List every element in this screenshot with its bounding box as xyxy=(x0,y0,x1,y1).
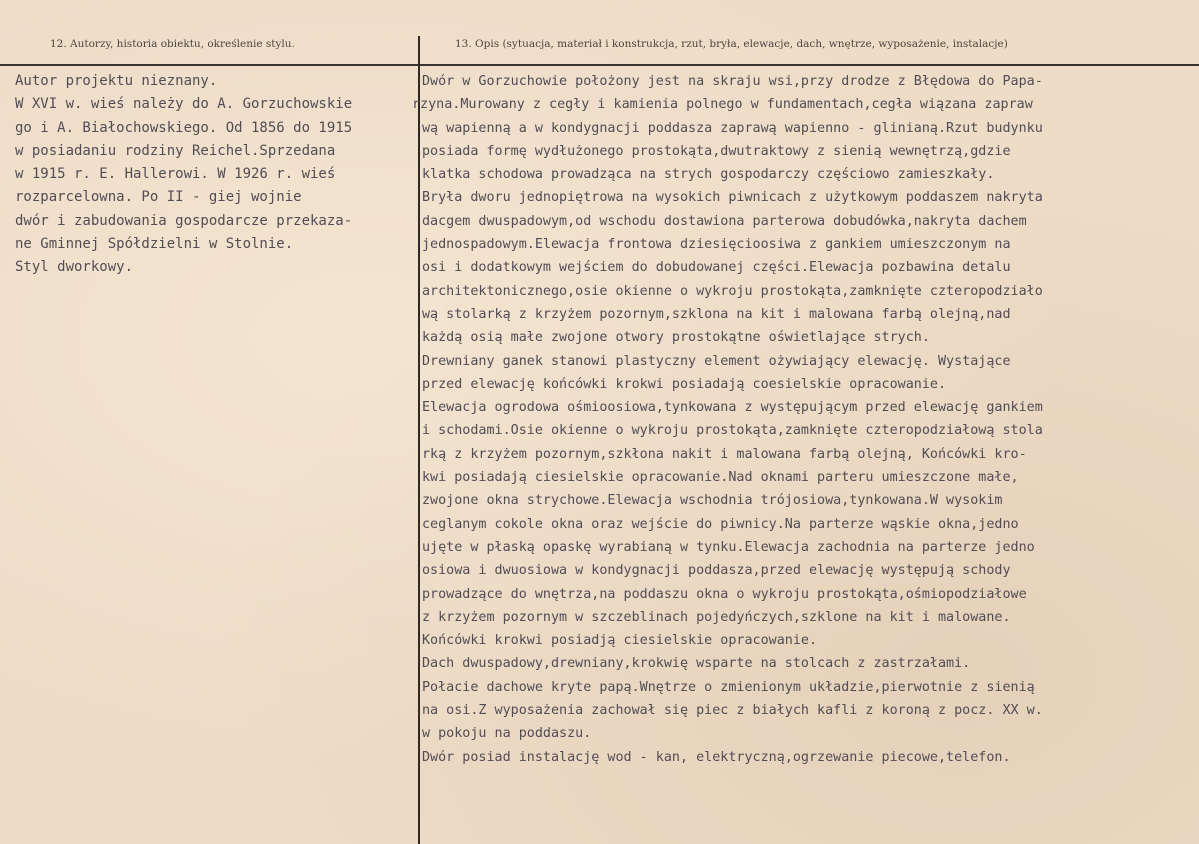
text-line: Bryła dworu jednopiętrowa na wysokich piwnicach z użytkowym poddaszem nakryta xyxy=(422,190,1043,206)
text-line: Dach dwuspadowy,drewniany,krokwię wsparte na stolcach z zastrzałami. xyxy=(422,656,971,672)
text-line: prowadzące do wnętrza,na poddaszu okna o wykroju prostokąta,ośmiopodziałowe xyxy=(422,586,1027,602)
text-line: dwór i zabudowania gospodarcze przekaza- xyxy=(15,212,353,229)
text-line: ujęte w płaską opaskę wyrabianą w tynku.Elewacja zachodnia na parterze jedno xyxy=(422,539,1035,555)
text-line: klatka schodowa prowadząca na strych gospodarczy częściowo zamieszkały. xyxy=(422,167,995,183)
text-line: przed elewację końcówki krokwi posiadają coesielskie opracowanie. xyxy=(422,376,947,392)
text-line: w 1915 r. E. Hallerowi. W 1926 r. wieś xyxy=(15,166,336,183)
text-line: zwojone okna strychowe.Elewacja wschodnia trójosiowa,tynkowana.W wysokim xyxy=(422,493,1003,509)
text-line: Połacie dachowe kryte papą.Wnętrze o zmienionym układzie,pierwotnie z sienią xyxy=(422,679,1035,695)
text-line: w pokoju na poddaszu. xyxy=(422,726,592,742)
text-line: posiada formę wydłużonego prostokąta,dwutraktowy z sienią wewnętrzą,gdzie xyxy=(422,143,1011,159)
text-line: rozparcelowna. Po II - giej wojnie xyxy=(15,189,302,206)
header-rule xyxy=(0,64,1199,66)
text-line: i schodami.Osie okienne o wykroju prostokąta,zamknięte czteropodziałową stola xyxy=(422,423,1043,439)
text-line: wą wapienną a w kondygnacji poddasza zaprawą wapienno - glinianą.Rzut budynku xyxy=(422,120,1043,136)
text-line: Końcówki krokwi posiadją ciesielskie opracowanie. xyxy=(422,633,818,649)
text-line: Styl dworkowy. xyxy=(15,259,134,276)
text-line: wą stolarką z krzyżem pozornym,szklona na kit i malowana farbą olejną,nad xyxy=(422,306,1011,322)
text-line: ceglanym cokole okna oraz wejście do piwnicy.Na parterze wąskie okna,jedno xyxy=(422,516,1019,532)
text-line: z krzyżem pozornym w szczeblinach pojedyńczych,szklone na kit i malowane. xyxy=(422,609,1011,625)
text-line: Autor projektu nieznany. xyxy=(15,73,218,89)
text-line: rzyna.Murowany z cegły i kamienia polnego w fundamentach,cegła wiązana zapraw xyxy=(412,97,1033,113)
text-line: go i A. Białochowskiego. Od 1856 do 1915 xyxy=(15,119,353,136)
section-12-heading: 12. Autorzy, historia obiektu, określenie stylu. xyxy=(50,38,295,50)
text-line: Drewniany ganek stanowi plastyczny element ożywiający elewację. Wystające xyxy=(422,353,1011,369)
text-line: Dwór w Gorzuchowie położony jest na skraju wsi,przy drodze z Błędowa do Papa- xyxy=(422,74,1043,89)
text-line: jednospadowym.Elewacja frontowa dziesięcioosiwa z gankiem umieszczonym na xyxy=(422,237,1011,253)
text-line: W XVI w. wieś należy do A. Gorzuchowskie xyxy=(15,96,353,113)
text-line: na osi.Z wyposażenia zachował się piec z białych kafli z koroną z pocz. XX w. xyxy=(422,703,1043,719)
text-line: każdą osią małe zwojone otwory prostokątne oświetlające strych. xyxy=(422,330,930,346)
text-line: osi i dodatkowym wejściem do dobudowanej części.Elewacja pozbawina detalu xyxy=(422,260,1011,276)
text-line: rką z krzyżem pozornym,szkłona nakit i malowana farbą olejną, Końcówki kro- xyxy=(422,446,1027,462)
text-line: osiowa i dwuosiowa w kondygnacji poddasza,przed elewację występują schody xyxy=(422,563,1011,579)
history-text-block xyxy=(15,70,415,280)
text-line: dacgem dwuspadowym,od wschodu dostawiona parterowa dobudówka,nakryta dachem xyxy=(422,213,1027,229)
text-line: w posiadaniu rodziny Reichel.Sprzedana xyxy=(15,142,336,159)
text-line: architektonicznego,osie okienne o wykroju prostokąta,zamknięte czteropodziało xyxy=(422,283,1043,299)
description-text-block xyxy=(412,70,1194,769)
column-divider xyxy=(418,36,420,844)
text-line: ne Gminnej Spółdzielni w Stolnie. xyxy=(15,236,294,253)
text-line: Dwór posiad instalację wod - kan, elektryczną,ogrzewanie piecowe,telefon. xyxy=(422,749,1011,765)
section-13-heading: 13. Opis (sytuacja, materiał i konstrukcja, rzut, bryła, elewacje, dach, wnętrze, wyposażenie, instalacje) xyxy=(455,38,1008,50)
text-line: kwi posiadają ciesielskie opracowanie.Nad oknami parteru umieszczone małe, xyxy=(422,470,1019,486)
text-line: Elewacja ogrodowa ośmioosiowa,tynkowana z występującym przed elewację gankiem xyxy=(422,400,1043,416)
